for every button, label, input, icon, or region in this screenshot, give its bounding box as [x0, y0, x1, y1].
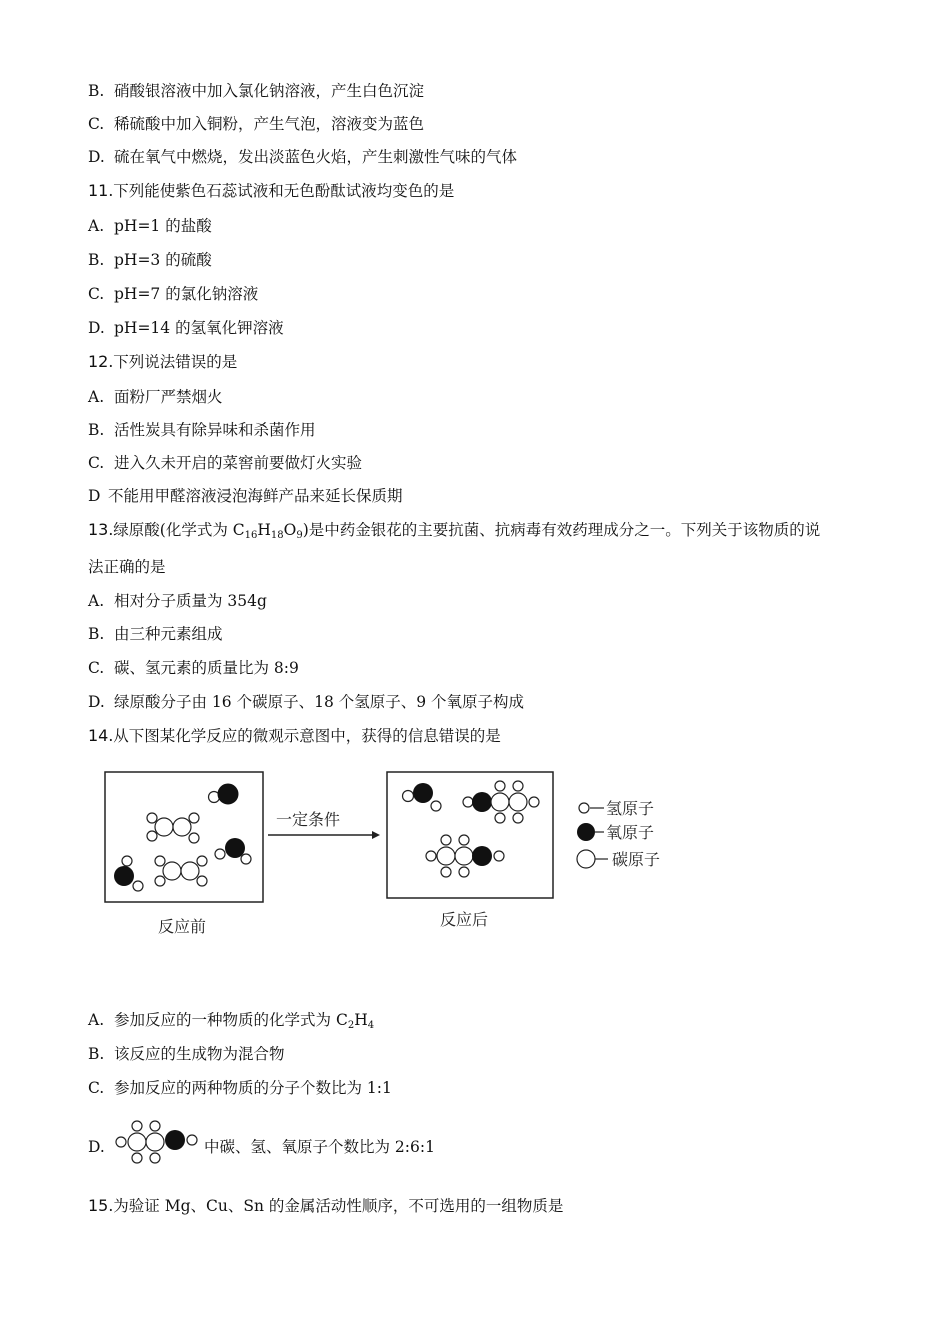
q11-option-b [88, 250, 212, 270]
option-letter: A. [88, 217, 105, 235]
legend-hydrogen-label: 氢原子 [606, 799, 655, 818]
option-text: 相对分子质量为 354g [114, 592, 267, 610]
ethanol-molecule-svg [112, 1110, 202, 1166]
option-text: 稀硫酸中加入铜粉，产生气泡，溶液变为蓝色 [114, 115, 425, 133]
question-text: .为验证 Mg、Cu、Sn 的金属活动性顺序，不可选用的一组物质是 [108, 1197, 564, 1215]
legend-carbon-label: 碳原子 [612, 850, 661, 869]
ethanol-molecule [112, 1110, 202, 1170]
q13-stem-line2 [88, 557, 166, 577]
formula-o-count: 9 [296, 530, 303, 541]
option-letter: C. [88, 659, 105, 677]
question-number: 14 [88, 726, 109, 745]
option-letter: B. [88, 1045, 105, 1063]
q15-stem [88, 1196, 563, 1216]
q11-option-c [88, 284, 258, 304]
option-text: pH=1 的盐酸 [114, 217, 212, 235]
condition-label: 一定条件 [276, 810, 341, 829]
q12-option-c [88, 453, 362, 473]
option-letter: D. [88, 693, 105, 711]
option-letter: C. [88, 1079, 105, 1097]
formula-h-count: 18 [270, 530, 284, 541]
question-text-line2: 法正确的是 [88, 558, 166, 576]
option-letter: C. [88, 454, 105, 472]
legend-oxygen-label: 氧原子 [606, 823, 655, 842]
q13-stem [88, 520, 820, 540]
formula-c: C [335, 1011, 348, 1029]
q12-stem [88, 352, 237, 372]
option-letter: D. [88, 1138, 105, 1156]
option-text: 该反应的生成物为混合物 [114, 1045, 285, 1063]
option-letter: A. [88, 592, 105, 610]
option-text: 进入久未开启的菜窖前要做灯火实验 [114, 454, 363, 472]
q14-option-b [88, 1044, 285, 1064]
option-letter: D [88, 487, 101, 505]
option-text: 中碳、氢、氧原子个数比为 2:6:1 [204, 1138, 435, 1156]
after-box [387, 772, 553, 898]
formula-c-count: 2 [347, 1020, 355, 1031]
option-letter: B. [88, 251, 105, 269]
option-text: 由三种元素组成 [114, 625, 223, 643]
option-letter: C. [88, 115, 105, 133]
legend-hydrogen-icon [579, 803, 589, 813]
option-letter: D. [88, 319, 105, 337]
q13-option-a [88, 591, 267, 611]
q12-option-a [88, 387, 223, 407]
legend-oxygen-icon [577, 823, 595, 841]
formula-h-count: 4 [367, 1020, 375, 1031]
q12-option-b [88, 420, 316, 440]
option-text: 硫在氧气中燃烧，发出淡蓝色火焰，产生刺激性气味的气体 [114, 148, 518, 166]
option-text: 参加反应的两种物质的分子个数比为 1:1 [114, 1079, 392, 1097]
formula-c: C [232, 521, 245, 539]
question-text: .绿原酸(化学式为 [108, 521, 233, 539]
question-text-cont: )是中药金银花的主要抗菌、抗病毒有效药理成分之一。下列关于该物质的说 [302, 521, 821, 539]
q14-option-d-letter [88, 1137, 114, 1157]
q13-option-c [88, 658, 299, 678]
question-text: .下列说法错误的是 [108, 353, 238, 371]
formula-h: H [354, 1011, 368, 1029]
question-text: .从下图某化学反应的微观示意图中，获得的信息错误的是 [108, 727, 501, 745]
option-text: 绿原酸分子由 16 个碳原子、18 个氢原子、9 个氧原子构成 [114, 693, 525, 711]
formula-h: H [257, 521, 271, 539]
option-letter: D. [88, 148, 105, 166]
q11-option-d [88, 318, 284, 338]
option-text: 面粉厂严禁烟火 [114, 388, 223, 406]
q12-option-d [88, 486, 403, 506]
q10-option-b [88, 81, 424, 101]
option-letter: A. [88, 1011, 105, 1029]
q14-option-c [88, 1078, 392, 1098]
question-number: 11 [88, 181, 109, 200]
q13-option-b [88, 624, 223, 644]
reaction-diagram-svg [100, 762, 680, 942]
question-text: .下列能使紫色石蕊试液和无色酚酞试液均变色的是 [108, 182, 455, 200]
option-text: 碳、氢元素的质量比为 8:9 [114, 659, 299, 677]
option-text: 不能用甲醛溶液浸泡海鲜产品来延长保质期 [108, 487, 403, 505]
question-number: 12 [88, 352, 109, 371]
reaction-diagram [100, 762, 680, 946]
option-letter: B. [88, 82, 105, 100]
question-number: 15 [88, 1196, 109, 1215]
option-text: 参加反应的一种物质的化学式为 [114, 1011, 336, 1029]
option-letter: B. [88, 421, 105, 439]
q11-option-a [88, 216, 212, 236]
q11-stem [88, 181, 454, 201]
q10-option-c [88, 114, 424, 134]
before-caption: 反应前 [158, 917, 207, 936]
formula-c-count: 16 [244, 530, 258, 541]
after-caption: 反应后 [440, 910, 489, 929]
q14-option-d [204, 1137, 435, 1157]
legend-carbon-icon [577, 850, 595, 868]
option-text: pH=7 的氯化钠溶液 [114, 285, 259, 303]
option-text: 硝酸银溶液中加入氯化钠溶液，产生白色沉淀 [114, 82, 425, 100]
question-number: 13 [88, 520, 109, 539]
q13-option-d [88, 692, 524, 712]
formula-o: O [283, 521, 297, 539]
option-text: pH=3 的硫酸 [114, 251, 212, 269]
q10-option-d [88, 147, 517, 167]
option-text: pH=14 的氢氧化钾溶液 [114, 319, 284, 337]
option-letter: C. [88, 285, 105, 303]
q14-option-a [88, 1010, 374, 1030]
q14-stem [88, 726, 501, 746]
option-text: 活性炭具有除异味和杀菌作用 [114, 421, 316, 439]
option-letter: B. [88, 625, 105, 643]
option-letter: A. [88, 388, 105, 406]
